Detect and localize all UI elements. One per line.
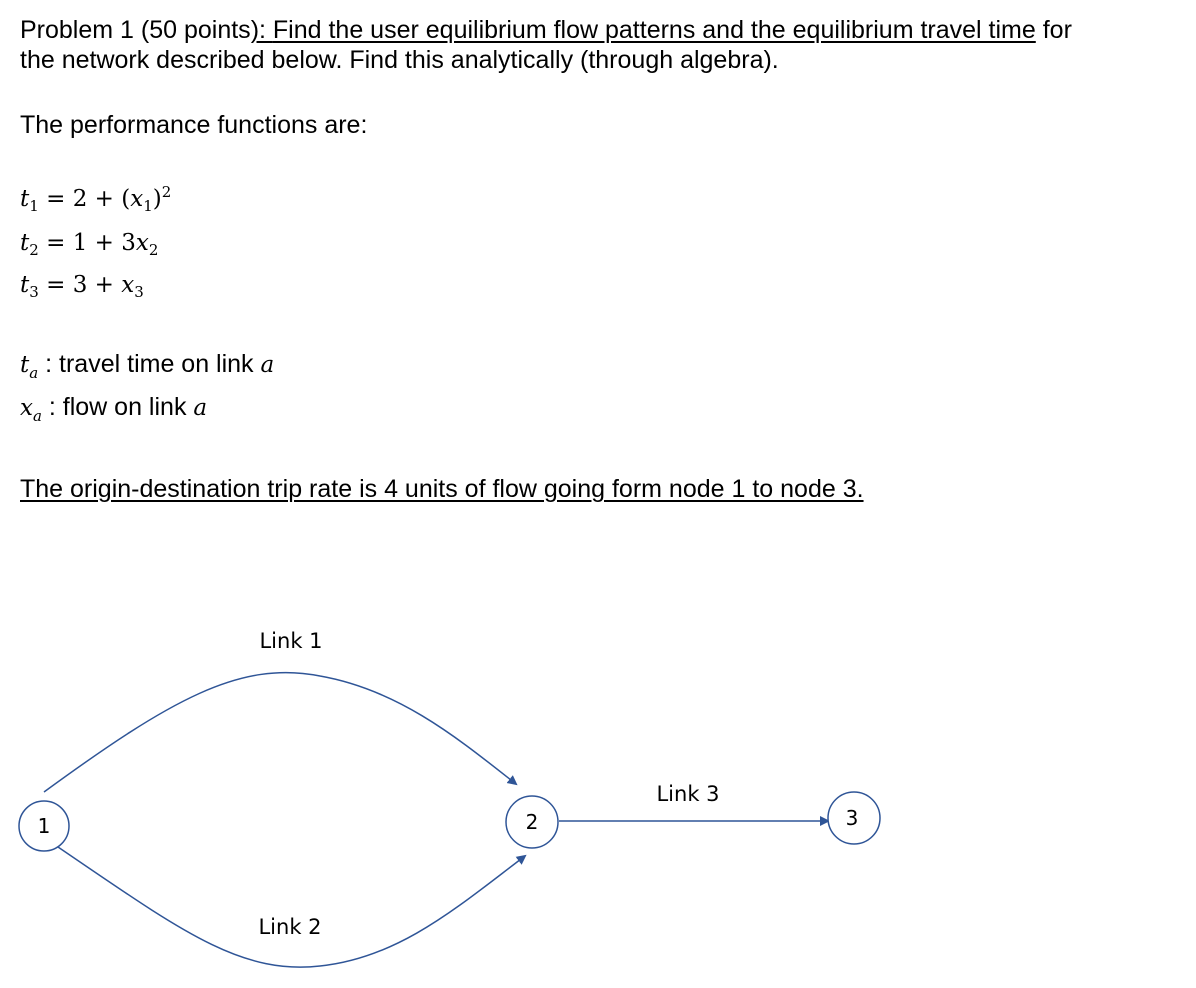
symbol-t-a: $t_a$ xyxy=(20,352,39,382)
function-t3: $t_3 = 3 + x_3$ xyxy=(20,272,144,301)
function-t1: $t_1 = 2 + (x_1)^2$ xyxy=(20,183,172,215)
function-t2: $t_2 = 1 + 3x_2$ xyxy=(20,230,159,259)
problem-task: Find the user equilibrium flow patterns and the equilibrium travel time xyxy=(272,16,1036,44)
node-3-label: 3 xyxy=(845,806,859,830)
symbol-x-a: $x_a$ xyxy=(20,395,42,425)
link-1-label: Link 1 xyxy=(259,629,323,653)
problem-paren: ): xyxy=(250,16,273,44)
link-2-curve xyxy=(58,847,525,967)
node-2-label: 2 xyxy=(525,810,539,834)
definition-flow: $x_a$ : flow on link a xyxy=(20,393,208,425)
od-statement: The origin-destination trip rate is 4 units of flow going form node 1 to node 3. xyxy=(20,475,864,503)
definition-travel-time: $t_a$ : travel time on link a xyxy=(20,350,275,382)
link-2-label: Link 2 xyxy=(258,915,322,939)
link-1-curve xyxy=(44,673,516,792)
problem-tail: for xyxy=(1035,16,1072,44)
node-1-label: 1 xyxy=(37,814,51,838)
performance-heading: The performance functions are: xyxy=(20,111,368,139)
problem-lead: Problem 1 (50 points xyxy=(20,16,251,44)
problem-line-2: the network described below. Find this analytically (through algebra). xyxy=(20,46,779,74)
link-3-label: Link 3 xyxy=(656,782,720,806)
